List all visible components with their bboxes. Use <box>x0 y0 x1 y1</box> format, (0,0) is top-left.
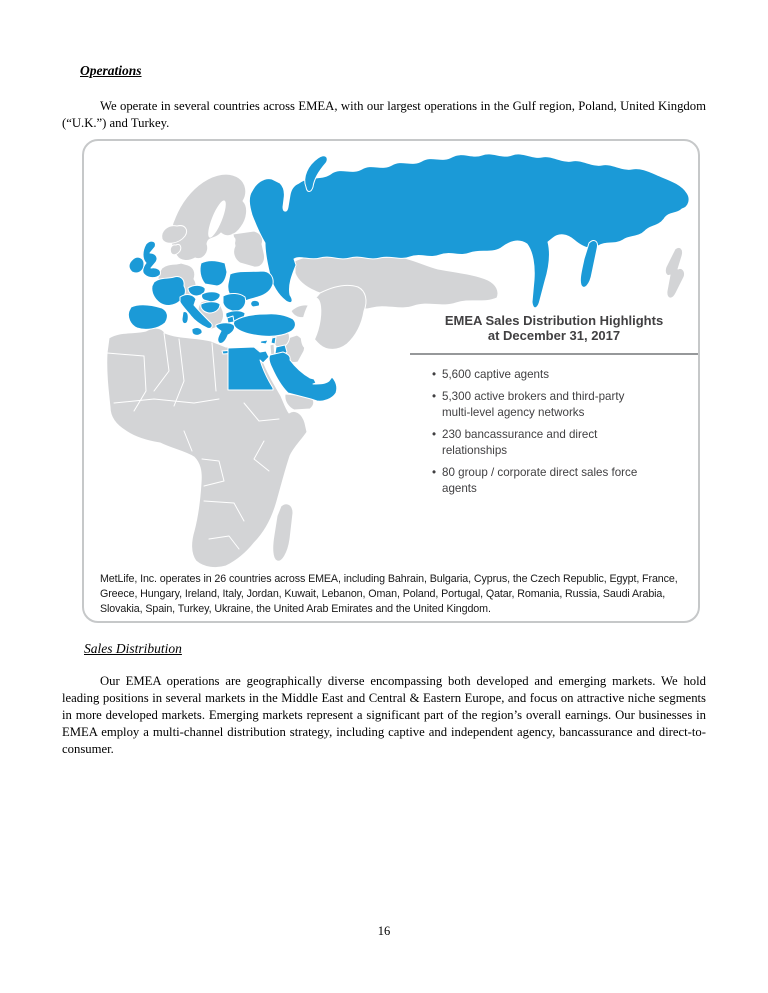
sales-distribution-paragraph: Our EMEA operations are geographically diverse encompassing both developed and emerging markets. We hold leading positions in several markets in the Middle East and Central & Eastern Europe, and focus on attractive niche segments in more developed markets. Emerging markets represent a significant part of the region’s overall earnings. Our businesses in EMEA employ a multi-channel distribution strategy, including captive and independent agency, bancassurance and direct-to-consumer. <box>62 673 706 756</box>
map-region-sardinia <box>182 311 188 323</box>
emea-map-figure <box>82 139 700 623</box>
map-region-iberia <box>128 305 167 330</box>
highlights-title-line1: EMEA Sales Distribution Highlights <box>444 313 664 328</box>
highlight-item-bancassurance: • 230 bancassurance and direct relationships <box>432 427 654 459</box>
highlights-title-line2: at December 31, 2017 <box>487 328 621 343</box>
highlights-list <box>432 367 654 497</box>
map-region-baltics-belarus <box>233 231 265 267</box>
page-number: 16 <box>377 924 391 938</box>
highlight-item-brokers: • 5,300 active brokers and third-party multi-level agency networks <box>432 389 654 421</box>
map-region-turkey <box>233 314 295 337</box>
highlights-divider <box>410 353 698 355</box>
map-region-ireland <box>129 257 144 273</box>
map-region-greece <box>216 323 235 344</box>
map-region-lebanon <box>271 337 276 344</box>
highlight-item-group-direct: • 80 group / corporate direct sales force agents <box>432 465 654 497</box>
sales-distribution-heading: Sales Distribution <box>84 641 182 656</box>
map-region-sicily <box>192 328 202 336</box>
operations-paragraph: We operate in several countries across EMEA, with our largest operations in the Gulf region, Poland, United Kingdom (“U.K.”) and Turkey. <box>62 98 706 130</box>
map-region-slovakia <box>201 292 220 302</box>
map-region-romania <box>223 293 246 311</box>
map-region-crimea <box>251 300 260 307</box>
map-region-united-kingdom <box>143 241 161 277</box>
map-region-japan <box>665 247 684 298</box>
map-region-cyprus <box>260 340 268 344</box>
figure-caption: MetLife, Inc. operates in 26 countries across EMEA, including Bahrain, Bulgaria, Cyprus, the Czech Republic, Egypt, France, Greece, Hungary, Ireland, Italy, Jordan, Kuwait, Lebanon, Oman, Poland, Portugal, Qatar, Romania, Russia, Saudi Arabia, Slovakia, Spain, Turkey, Ukraine, the United Arab Emirates and the United Kingdom. <box>100 573 678 616</box>
highlights-panel <box>410 313 698 503</box>
map-region-poland <box>200 261 227 286</box>
map-region-madagascar <box>273 504 293 561</box>
map-region-sakhalin <box>580 241 597 288</box>
operations-heading: Operations <box>80 63 142 78</box>
highlight-item-captive-agents: • 5,600 captive agents <box>432 367 654 383</box>
